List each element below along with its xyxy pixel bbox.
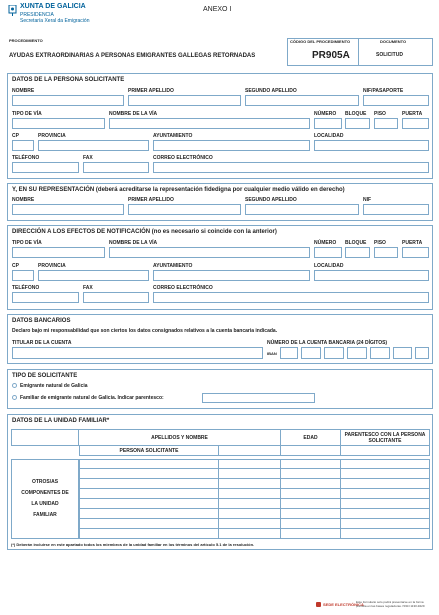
nif-field[interactable] — [363, 95, 429, 106]
family-row-cell[interactable] — [219, 519, 281, 529]
family-row-cell[interactable] — [341, 459, 430, 469]
family-row-cell[interactable] — [341, 499, 430, 509]
family-row-cell[interactable] — [79, 469, 219, 479]
applicant-row-rel-field[interactable] — [341, 446, 430, 456]
puerta-field[interactable] — [402, 118, 429, 129]
label-tipo-via: TIPO DE VÍA — [12, 111, 42, 117]
numero-field[interactable] — [314, 118, 342, 129]
applicant-type-section — [7, 369, 433, 409]
not-numero-field[interactable] — [314, 247, 342, 258]
piso-field[interactable] — [374, 118, 398, 129]
nombre-via-field[interactable] — [109, 118, 310, 129]
label-localidad: LOCALIDAD — [314, 263, 344, 269]
label-primer-apellido: PRIMER APELLIDO — [128, 88, 174, 94]
tipo-via-field[interactable] — [12, 118, 105, 129]
family-footnote: (*) Deberán incluirse en este apartado todos los miembros de la unidad familiar en los términos del artículo 5.1 de la resolución. — [11, 542, 255, 547]
label-nif: NIF — [363, 197, 372, 203]
not-localidad-field[interactable] — [314, 270, 429, 281]
label-nif: NIF/PASAPORTE — [363, 88, 404, 94]
label-provincia: PROVINCIA — [38, 263, 66, 269]
not-cp-field[interactable] — [12, 270, 34, 281]
annex-title: ANEXO I — [203, 6, 232, 13]
family-row-cell[interactable] — [219, 479, 281, 489]
account-group-2[interactable] — [324, 347, 344, 359]
section-title: DATOS DE LA UNIDAD FAMILIAR* — [12, 418, 110, 424]
logo — [8, 3, 17, 14]
section-title: DIRECCIÓN A LOS EFECTOS DE NOTIFICACIÓN (no es necesario si coincide con la anterior) — [12, 229, 277, 235]
provincia-field[interactable] — [38, 140, 149, 151]
account-group-1[interactable] — [301, 347, 321, 359]
nombre-field[interactable] — [12, 95, 124, 106]
family-row-cell[interactable] — [281, 529, 341, 539]
applicant-row-label: PERSONA SOLICITANTE — [119, 447, 179, 454]
rep-primer-apellido-field[interactable] — [128, 204, 241, 215]
segundo-apellido-field[interactable] — [245, 95, 359, 106]
bank-declaration: Declaro bajo mi responsabilidad que son ciertos los datos consignados relativos a la cuenta bancaria indicada. — [12, 328, 278, 334]
col-name-label: APELLIDOS Y NOMBRE — [151, 434, 208, 441]
doc-cell — [359, 38, 433, 66]
family-row-cell[interactable] — [219, 469, 281, 479]
applicant-row-name-field[interactable] — [219, 446, 281, 456]
representative-section — [7, 183, 433, 221]
family-row-cell[interactable] — [281, 459, 341, 469]
label-nombre: NOMBRE — [12, 197, 35, 203]
label-primer-apellido: PRIMER APELLIDO — [128, 197, 174, 203]
account-group-5[interactable] — [393, 347, 412, 359]
procedure-row — [7, 38, 433, 66]
family-row-cell[interactable] — [341, 489, 430, 499]
label-nombre: NOMBRE — [12, 88, 35, 94]
code-value: PR905A — [312, 50, 350, 61]
not-puerta-field[interactable] — [402, 247, 429, 258]
family-row-cell[interactable] — [341, 509, 430, 519]
label-puerta: PUERTA — [402, 111, 423, 117]
not-tipo-via-field[interactable] — [12, 247, 105, 258]
family-row-cell[interactable] — [219, 459, 281, 469]
not-correo-field[interactable] — [153, 292, 429, 303]
doc-label: DOCUMENTO — [380, 39, 407, 44]
applicant-section — [7, 73, 433, 179]
label-bloque: BLOQUE — [345, 111, 367, 117]
option2-radio[interactable] — [12, 395, 17, 400]
family-row-cell[interactable] — [219, 529, 281, 539]
others-label-cell — [11, 459, 79, 539]
not-nombre-via-field[interactable] — [109, 247, 310, 258]
family-row-cell[interactable] — [79, 489, 219, 499]
family-row-cell[interactable] — [341, 529, 430, 539]
empty-header — [11, 429, 79, 446]
family-row-cell[interactable] — [79, 529, 219, 539]
primer-apellido-field[interactable] — [128, 95, 241, 106]
cp-field[interactable] — [12, 140, 34, 151]
family-row-cell[interactable] — [79, 479, 219, 489]
option1-radio[interactable] — [12, 383, 17, 388]
family-row-cell[interactable] — [281, 479, 341, 489]
not-piso-field[interactable] — [374, 247, 398, 258]
rep-nombre-field[interactable] — [12, 204, 124, 215]
not-fax-field[interactable] — [83, 292, 149, 303]
doc-value: SOLICITUD — [376, 52, 403, 58]
col-age-label: EDAD — [303, 434, 318, 441]
label-localidad: LOCALIDAD — [314, 133, 344, 139]
label-cp: CP — [12, 263, 19, 269]
localidad-field[interactable] — [314, 140, 429, 151]
rep-nif-field[interactable] — [363, 204, 429, 215]
label-segundo-apellido: SEGUNDO APELLIDO — [245, 197, 297, 203]
section-title: TIPO DE SOLICITANTE — [12, 373, 78, 379]
label-fax: FAX — [83, 285, 93, 291]
family-row-cell[interactable] — [219, 489, 281, 499]
account-group-6[interactable] — [415, 347, 429, 359]
org-name: XUNTA DE GALICIA — [20, 3, 86, 10]
family-row-cell[interactable] — [281, 489, 341, 499]
parentesco-field[interactable] — [202, 393, 315, 403]
sede-label: SEDE ELECTRÓNICA — [323, 602, 364, 607]
family-row-cell[interactable] — [281, 469, 341, 479]
label-correo: CORREO ELECTRÓNICO — [153, 285, 213, 291]
label-puerta: PUERTA — [402, 240, 423, 246]
section-title: DATOS BANCARIOS — [12, 318, 71, 324]
col-name-header — [79, 429, 281, 446]
not-provincia-field[interactable] — [38, 270, 149, 281]
label-account: NÚMERO DE LA CUENTA BANCARIA (24 DÍGITOS) — [267, 340, 388, 346]
option2-label: Familiar de emigrante natural de Galicia. Indicar parentesco: — [20, 395, 164, 401]
label-numero: NÚMERO — [314, 111, 337, 117]
bloque-field[interactable] — [345, 118, 370, 129]
label-correo: CORREO ELECTRÓNICO — [153, 155, 213, 161]
family-row-cell[interactable] — [79, 519, 219, 529]
option1-label: Emigrante natural de Galicia — [20, 383, 88, 389]
family-row-cell[interactable] — [341, 469, 430, 479]
label-numero: NÚMERO — [314, 240, 337, 246]
org-dept: PRESIDENCIA — [20, 12, 54, 18]
others-label: OTROS/AS COMPONENTES DE LA UNIDAD FAMILIAR — [21, 479, 69, 518]
iban-field[interactable] — [280, 347, 298, 359]
account-group-3[interactable] — [347, 347, 367, 359]
label-provincia: PROVINCIA — [38, 133, 66, 139]
org-subdept: Secretaría Xeral da Emigración — [20, 18, 90, 24]
code-cell — [287, 38, 359, 66]
section-title: Y, EN SU REPRESENTACIÓN (deberá acreditarse la representación fidedigna por cualquier medio válido en derecho) — [12, 187, 345, 193]
family-row-cell[interactable] — [341, 519, 430, 529]
family-row-cell[interactable] — [341, 479, 430, 489]
section-title: DATOS DE LA PERSONA SOLICITANTE — [12, 77, 125, 83]
notification-section — [7, 225, 433, 310]
col-rel-label: PARENTESCO CON LA PERSONA SOLICITANTE — [344, 431, 426, 444]
not-ayuntamiento-field[interactable] — [153, 270, 310, 281]
fax-field[interactable] — [83, 162, 149, 173]
family-row-cell[interactable] — [219, 499, 281, 509]
label-cp: CP — [12, 133, 19, 139]
not-bloque-field[interactable] — [345, 247, 370, 258]
label-telefono: TELÉFONO — [12, 155, 40, 161]
label-telefono: TELÉFONO — [12, 285, 40, 291]
label-tipo-via: TIPO DE VÍA — [12, 240, 42, 246]
col-age-header — [281, 429, 341, 446]
label-ayuntamiento: AYUNTAMIENTO — [153, 133, 193, 139]
label-bloque: BLOQUE — [345, 240, 367, 246]
label-ayuntamiento: AYUNTAMIENTO — [153, 263, 193, 269]
family-row-cell[interactable] — [79, 509, 219, 519]
iban-label: IBAN — [267, 351, 277, 356]
titular-field[interactable] — [12, 347, 263, 359]
footer-note: Este formulario solo podrá presentarse en la forma prevista en las bases reguladoras. ISSN 1130-9229 — [356, 600, 425, 608]
label-titular: TITULAR DE LA CUENTA — [12, 340, 72, 346]
family-row-cell[interactable] — [79, 459, 219, 469]
family-row-cell[interactable] — [281, 519, 341, 529]
family-section — [7, 414, 433, 550]
bank-section — [7, 314, 433, 364]
code-label: CÓDIGO DEL PROCEDIMIENTO — [290, 39, 351, 44]
rep-segundo-apellido-field[interactable] — [245, 204, 359, 215]
family-row-cell[interactable] — [79, 499, 219, 509]
ayuntamiento-field[interactable] — [153, 140, 310, 151]
col-rel-header — [341, 429, 430, 446]
procedure-label: PROCEDIMIENTO — [9, 38, 43, 43]
family-row-cell[interactable] — [219, 509, 281, 519]
label-nombre-via: NOMBRE DE LA VÍA — [109, 240, 158, 246]
not-telefono-field[interactable] — [12, 292, 79, 303]
sede-icon — [316, 602, 321, 607]
family-row-cell[interactable] — [281, 499, 341, 509]
applicant-row-age-field[interactable] — [281, 446, 341, 456]
label-piso: PISO — [374, 111, 386, 117]
account-group-4[interactable] — [370, 347, 390, 359]
family-row-cell[interactable] — [281, 509, 341, 519]
label-segundo-apellido: SEGUNDO APELLIDO — [245, 88, 297, 94]
label-fax: FAX — [83, 155, 93, 161]
label-nombre-via: NOMBRE DE LA VÍA — [109, 111, 158, 117]
telefono-field[interactable] — [12, 162, 79, 173]
applicant-row-label-cell — [79, 446, 219, 456]
label-piso: PISO — [374, 240, 386, 246]
correo-field[interactable] — [153, 162, 429, 173]
procedure-value: AYUDAS EXTRAORDINARIAS A PERSONAS EMIGRANTES GALLEGAS RETORNADAS — [9, 53, 256, 59]
